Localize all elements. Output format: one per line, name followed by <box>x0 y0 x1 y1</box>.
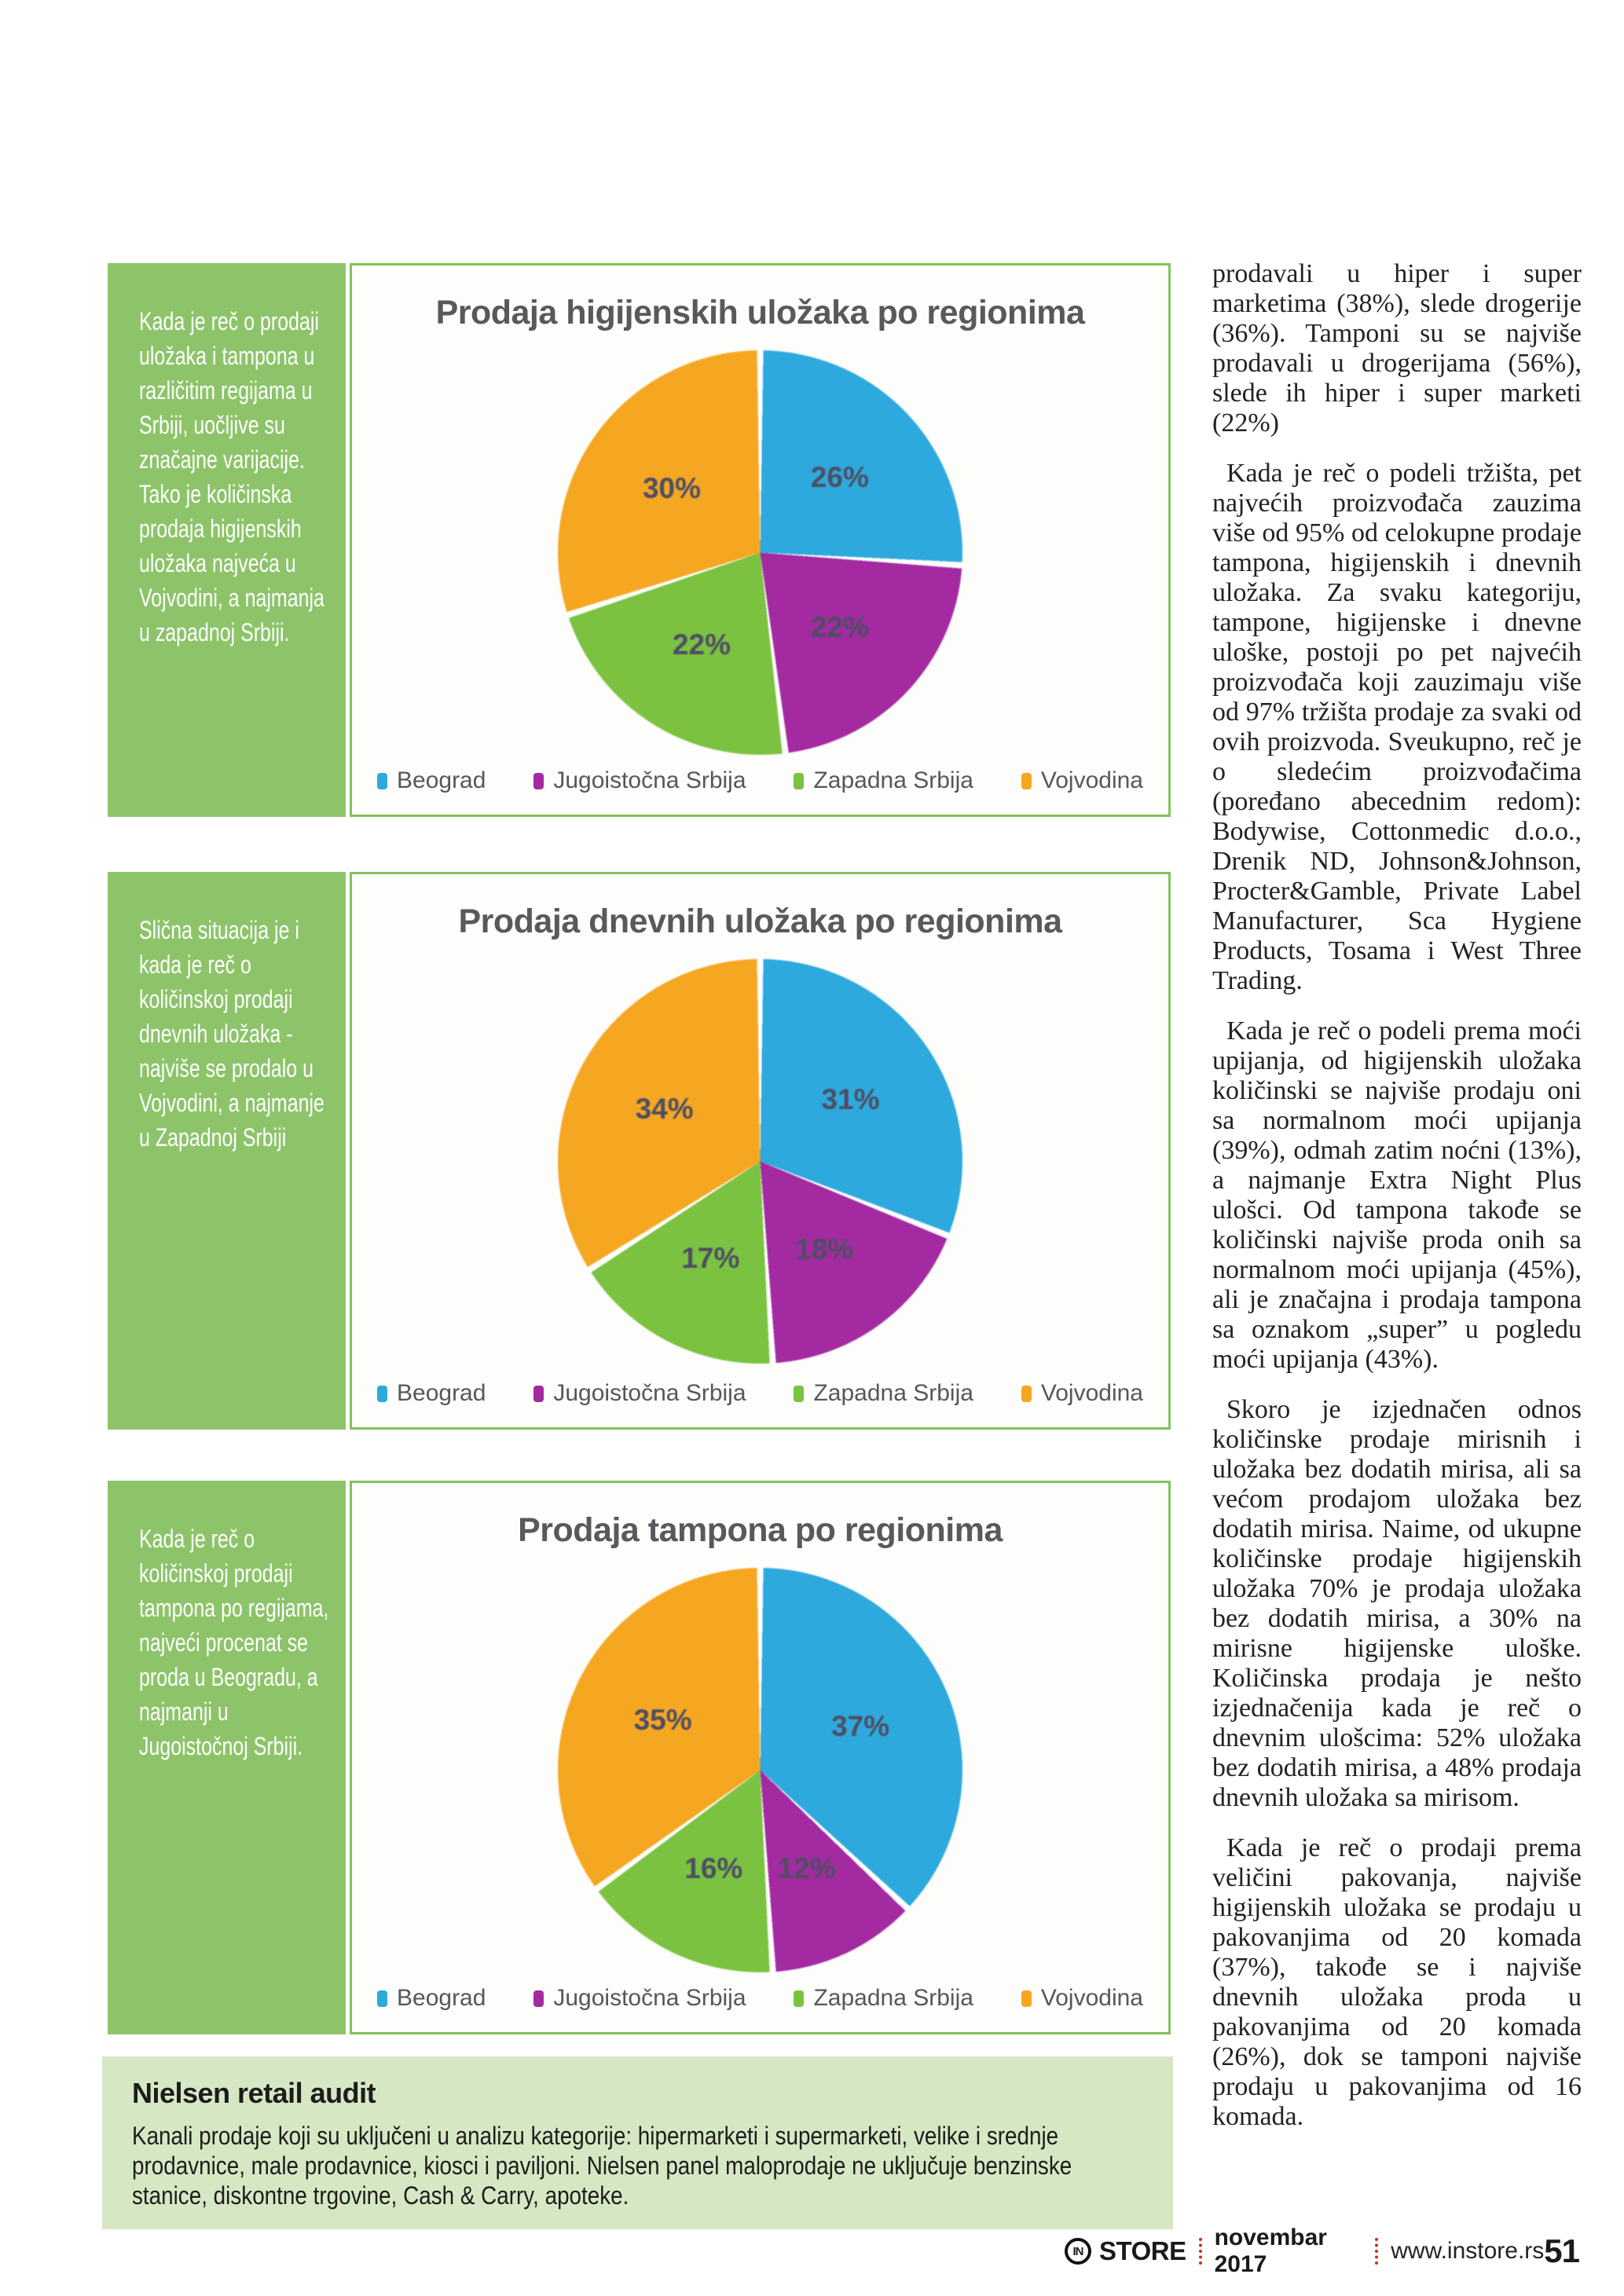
legend-swatch <box>377 1990 387 2007</box>
article-paragraph: Skoro je izjednačen odnos količinske prodaje mirisnih i uložaka bez dodatih mirisa, ali sa većom prodajom uložaka bez dodatih mirisa. Naime, od ukupne količinske prodaje higijenskih uložaka 70% je prodaja uložaka bez dodatih mirisa, a 30% na mirisne higijenske uloške. Količinska prodaja je nešto izjednačenija kada je reč o dnevnim ulošcima: 52% uložaka bez dodatih mirisa, a 48% prodaja dnevnih uložaka sa mirisom. <box>1212 1395 1582 1812</box>
pie-slice-label: 26% <box>810 461 869 494</box>
dotted-divider <box>1199 2238 1202 2265</box>
legend-label: Jugoistočna Srbija <box>553 1985 746 2011</box>
legend-label: Zapadna Srbija <box>813 1380 973 1406</box>
sidebar-note-hygiene-pads <box>108 263 346 817</box>
legend-item <box>794 1985 973 2012</box>
chart-legend <box>377 1985 1143 2012</box>
dotted-divider <box>1375 2238 1378 2265</box>
legend-swatch <box>533 1386 544 1402</box>
legend-item <box>377 1380 486 1407</box>
pie-slice-label: 34% <box>635 1092 694 1125</box>
legend-swatch <box>377 1386 387 1402</box>
chart-title: Prodaja dnevnih uložaka po regionima <box>458 903 1062 940</box>
legend-label: Beograd <box>397 767 486 793</box>
legend-label: Jugoistočna Srbija <box>553 1380 746 1406</box>
legend-item <box>794 767 973 794</box>
legend-swatch <box>794 1386 804 1402</box>
nielsen-section <box>102 2056 1173 2229</box>
sidebar-note-daily-liners <box>108 872 346 1430</box>
pie-slice-label: 35% <box>633 1704 692 1737</box>
legend-item <box>533 1985 746 2012</box>
chart-card-tampons <box>350 1481 1171 2034</box>
legend-swatch <box>377 773 387 789</box>
article-paragraph: prodavali u hiper i super marketima (38%), slede drogerije (36%). Tamponi su se najviše prodavali u drogerijama (56%), slede ih hiper i super marketi (22%) <box>1212 259 1582 438</box>
legend-item <box>794 1380 973 1407</box>
instore-logo-icon: IN <box>1065 2238 1091 2265</box>
legend-swatch <box>533 1990 544 2007</box>
chart-card-daily-liners <box>350 872 1171 1430</box>
article-paragraph: Kada je reč o podeli prema moći upijanja, od higijenskih uložaka količinski se najviše prodaju oni sa normalnom moći upijanja (39%), odmah zatim noćni (13%), a najmanje Extra Night Plus ulošci. Od tampona takođe se količinski najviše proda onih sa normalnom moći upijanja (45%), ali je značajna i prodaja tampona sa oznakom „super” u pogledu moći upijanja (43%). <box>1212 1016 1582 1374</box>
legend-label: Vojvodina <box>1040 1380 1143 1406</box>
nielsen-body: Kanali prodaje koji su uključeni u analizu kategorije: hipermarketi i supermarketi, velike i srednje prodavnice, male prodavnice, kiosci i paviljoni. Nielsen panel maloprodaje ne uključuje benzinske stanice, diskontne trgovine, Cash & Carry, apoteke. <box>132 2122 1072 2210</box>
legend-label: Zapadna Srbija <box>813 1985 973 2011</box>
article-column <box>1212 259 1582 2132</box>
article-paragraph: Kada je reč o prodaji prema veličini pakovanja, najviše higijenskih uložaka se prodaju u pakovanjima od 20 komada (37%), takođe se i najviše dnevnih uložaka proda u pakovanjima od 20 komada (26%), dok se tamponi najviše prodaju u pakovanjima od 16 komada. <box>1212 1833 1582 2131</box>
legend-label: Jugoistočna Srbija <box>553 767 746 793</box>
legend-item <box>1021 1380 1143 1407</box>
sidebar-note-tampons <box>108 1481 346 2034</box>
legend-swatch <box>794 1990 804 2007</box>
pie-slice-label: 16% <box>684 1852 743 1885</box>
legend-swatch <box>1021 1386 1032 1402</box>
legend-swatch <box>1021 1990 1032 2007</box>
pie <box>558 959 962 1364</box>
legend-item <box>1021 1985 1143 2012</box>
nielsen-title: Nielsen retail audit <box>132 2077 376 2109</box>
pie <box>558 350 962 755</box>
legend-label: Vojvodina <box>1040 767 1143 793</box>
chart-legend <box>377 767 1143 794</box>
legend-label: Vojvodina <box>1040 1985 1143 2011</box>
pie-slice-label: 18% <box>795 1232 854 1265</box>
chart-title: Prodaja higijenskih uložaka po regionima <box>435 294 1085 331</box>
legend-item <box>533 767 746 794</box>
chart-legend <box>377 1380 1143 1407</box>
pie-slice-label: 12% <box>777 1852 836 1885</box>
footer-url: www.instore.rs <box>1391 2238 1545 2264</box>
pie <box>558 1568 962 1972</box>
pie-slice-label: 31% <box>821 1083 880 1116</box>
legend-item <box>377 1985 486 2012</box>
pie-slice-label: 22% <box>672 628 731 661</box>
footer <box>1065 2225 1579 2277</box>
article-paragraph: Kada je reč o podeli tržišta, pet najvećih proizvođača zauzima više od 95% od celokupne prodaje tampona, higijenskih i dnevnih uložaka. Za svaku kategoriju, tampone, higijenske i dnevne uloške, postoji po pet najvećih proizvođača koji zauzimaju više od 97% tržišta prodaje za svaki od ovih proizvoda. Sveukupno, reč je o sledećim proizvođačima (poređano abecednim redom): Bodywise, Cottonmedic d.o.o., Drenik ND, Johnson&Johnson, Procter&Gamble, Private Label Manufacturer, Sca Hygiene Products, Tosama i West Three Trading. <box>1212 459 1582 995</box>
pie-slice-label: 22% <box>810 610 869 643</box>
pie-slice-label: 30% <box>642 471 702 504</box>
legend-swatch <box>794 773 804 789</box>
logo-store-text: STORE <box>1099 2236 1186 2265</box>
legend-label: Beograd <box>397 1380 486 1406</box>
pie-slice-label: 17% <box>681 1242 740 1275</box>
legend-item <box>1021 767 1143 794</box>
sidebar-note-text: Kada je reč o prodaji uložaka i tampona u različitim regijama u Srbiji, uočljive su značajne varijacije. Tako je količinska prodaja higijenskih uložaka najveća u Vojvodini, a najmanja u zapadnoj Srbiji. <box>139 307 324 646</box>
footer-issue: novembar 2017 <box>1214 2225 1327 2277</box>
legend-label: Beograd <box>397 1985 486 2011</box>
legend-swatch <box>533 773 544 789</box>
page-number: 51 <box>1544 2232 1579 2269</box>
legend-swatch <box>1021 773 1032 789</box>
chart-card-hygiene-pads <box>350 263 1171 817</box>
legend-item <box>533 1380 746 1407</box>
sidebar-note-text: Kada je reč o količinskoj prodaji tampona po regijama, najveći procenat se proda u Beogradu, a najmanji u Jugoistočnoj Srbiji. <box>139 1525 329 1760</box>
chart-title: Prodaja tampona po regionima <box>518 1511 1003 1549</box>
pie-slice-label: 37% <box>831 1710 890 1743</box>
legend-label: Zapadna Srbija <box>813 767 973 793</box>
sidebar-note-text: Slična situacija je i kada je reč o količinskoj prodaji dnevnih uložaka - najviše se prodalo u Vojvodini, a najmanje u Zapadnoj Srbiji <box>139 916 324 1152</box>
legend-item <box>377 767 486 794</box>
